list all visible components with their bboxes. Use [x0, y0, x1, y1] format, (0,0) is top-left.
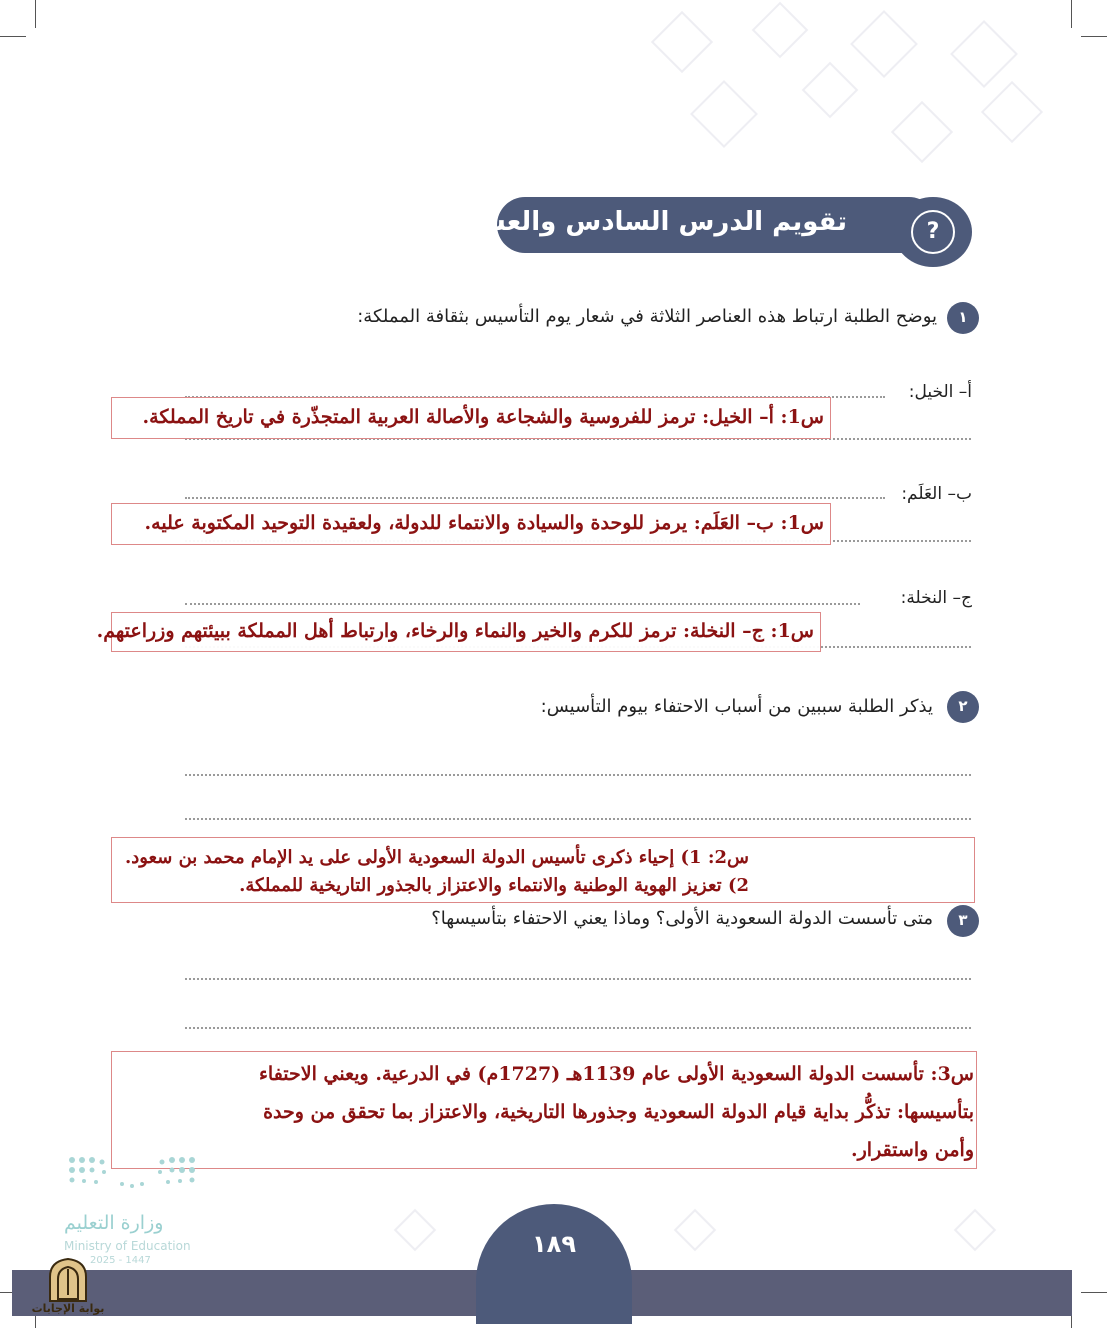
- answer-text: بتأسيسها: تذكُّر بداية قيام الدولة السعودية وجذورها التاريخية، والاعتزاز بما تحقق من وحدة: [263, 1101, 974, 1123]
- decor-pattern: [981, 81, 1043, 143]
- question-2-prompt: يذكر الطلبة سببين من أسباب الاحتفاء بيوم التأسيس:: [540, 696, 933, 717]
- answer-text: 2) تعزيز الهوية الوطنية والانتماء والاعتزاز بالجذور التاريخية للمملكة.: [239, 875, 749, 896]
- decor-pattern: [651, 11, 713, 73]
- ministry-name-ar: وزارة التعليم: [64, 1212, 164, 1234]
- answer-line: [185, 818, 971, 820]
- question-1-prompt: يوضح الطلبة ارتباط هذه العناصر الثلاثة في شعار يوم التأسيس بثقافة المملكة:: [357, 306, 937, 327]
- answer-box-1a: [111, 397, 831, 439]
- crop-mark: [1081, 36, 1107, 37]
- answer-box-1c: [96, 612, 821, 652]
- decor-pattern: [752, 2, 809, 59]
- crop-mark: [0, 36, 26, 37]
- decor-pattern: [394, 1209, 436, 1251]
- decor-pattern: [674, 1209, 716, 1251]
- header-pill: [425, 197, 937, 253]
- decor-pattern: [802, 62, 859, 119]
- ministry-dots-icon: [66, 1154, 196, 1194]
- header-icon-circle: [894, 197, 972, 267]
- page-number-tab: [476, 1204, 632, 1324]
- crop-mark: [35, 0, 36, 28]
- question-number-1: ١: [947, 302, 979, 334]
- answer-box-2: [111, 837, 975, 903]
- question-number-3: ٣: [947, 905, 979, 937]
- answer-text: س1: ج– النخلة: ترمز للكرم والخير والنماء والرخاء، وارتباط أهل المملكة ببيئتهم وزراعتهم.: [96, 620, 814, 642]
- answer-text: س2: 1) إحياء ذكرى تأسيس الدولة السعودية الأولى على يد الإمام محمد بن سعود.: [124, 847, 749, 868]
- item-c-label: ج– النخلة:: [900, 588, 972, 608]
- decor-pattern: [954, 1209, 996, 1251]
- crop-mark: [1081, 1292, 1107, 1293]
- answer-line: [185, 978, 971, 980]
- question-number-2: ٢: [947, 691, 979, 723]
- lesson-evaluation-header: [425, 197, 972, 267]
- speech-bubble-question-icon: ?: [911, 210, 955, 254]
- answer-text: س3: تأسست الدولة السعودية الأولى عام 1139هـ (1727م) في الدرعية. ويعني الاحتفاء: [258, 1063, 974, 1085]
- answer-line: [185, 497, 885, 499]
- answer-text: س1: ب– العَلَم: يرمز للوحدة والسيادة والانتماء للدولة، ولعقيدة التوحيد المكتوبة عليه.: [144, 512, 824, 534]
- answer-text: وأمن واستقرار.: [851, 1139, 974, 1161]
- portal-label: بوابة الإجابات: [31, 1302, 105, 1315]
- answer-line: [185, 774, 971, 776]
- answer-text: س1: أ– الخيل: ترمز للفروسية والشجاعة والأصالة العربية المتجذّرة في تاريخ المملكة.: [142, 406, 824, 428]
- item-b-label: ب– العَلَم:: [901, 484, 972, 504]
- crop-mark: [1071, 0, 1072, 28]
- answer-line: [185, 1027, 971, 1029]
- ministry-name-en: Ministry of Education: [64, 1239, 191, 1253]
- decor-pattern: [891, 101, 953, 163]
- answer-box-1b: [111, 503, 831, 545]
- decor-pattern: [950, 20, 1018, 88]
- ministry-year: 2025 - 1447: [90, 1255, 151, 1266]
- pen-nib-icon: [28, 1255, 108, 1303]
- ministry-logo: [60, 1150, 210, 1270]
- decor-pattern: [850, 10, 918, 78]
- page-number: ١٨٩: [532, 1230, 576, 1258]
- answer-line: [185, 603, 860, 605]
- answer-box-3: [111, 1051, 977, 1169]
- item-a-label: أ– الخيل:: [908, 382, 972, 402]
- decor-pattern: [690, 80, 758, 148]
- portal-watermark: [28, 1255, 108, 1321]
- question-3-prompt: متى تأسست الدولة السعودية الأولى؟ وماذا يعني الاحتفاء بتأسيسها؟: [431, 908, 933, 929]
- header-title: تقويم الدرس السادس والعشرون: [425, 207, 847, 237]
